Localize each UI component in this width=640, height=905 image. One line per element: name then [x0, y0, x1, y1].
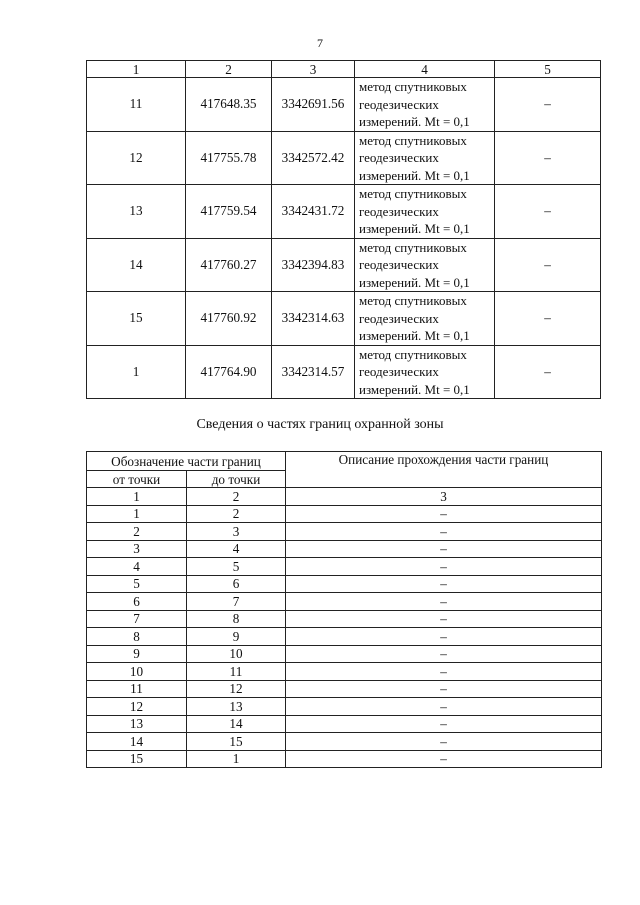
method-line: геодезических — [359, 257, 439, 272]
description-cell: – — [286, 663, 602, 681]
page-number: 7 — [317, 36, 323, 50]
from-point-cell: 9 — [87, 645, 187, 663]
to-point-cell: 5 — [187, 558, 286, 576]
boundary-parts-table — [86, 451, 602, 768]
section-title: Сведения о частях границ охранной зоны — [196, 417, 444, 432]
note-cell: – — [495, 78, 601, 132]
coordinates-header-row — [87, 61, 601, 78]
to-point-cell: 13 — [187, 698, 286, 716]
table-row — [87, 558, 602, 576]
point-number-cell: 15 — [87, 292, 186, 346]
to-point-cell: 3 — [187, 523, 286, 541]
from-point-cell: 5 — [87, 575, 187, 593]
method-cell — [355, 345, 495, 399]
column-number-4: 4 — [355, 61, 495, 78]
to-point-cell: 7 — [187, 593, 286, 611]
column-number-1: 1 — [87, 61, 186, 78]
x-coordinate-cell: 417755.78 — [186, 131, 272, 185]
method-line: измерений. Mt = 0,1 — [359, 328, 470, 343]
y-coordinate-cell: 3342314.63 — [272, 292, 355, 346]
column-number-1: 1 — [87, 488, 187, 506]
method-line: метод спутниковых — [359, 293, 467, 308]
table-row — [87, 292, 601, 346]
to-point-cell: 6 — [187, 575, 286, 593]
method-line: метод спутниковых — [359, 346, 467, 362]
table-row — [87, 680, 602, 698]
method-line: геодезических — [359, 364, 439, 379]
column-number-2: 2 — [187, 488, 286, 506]
header-boundary-description: Описание прохождения части границ — [286, 452, 602, 488]
from-point-cell: 1 — [87, 505, 187, 523]
table-row — [87, 345, 601, 399]
table-row — [87, 628, 602, 646]
parts-header-row — [87, 452, 602, 471]
description-cell: – — [286, 628, 602, 646]
table-row — [87, 645, 602, 663]
x-coordinate-cell: 417760.92 — [186, 292, 272, 346]
description-cell: – — [286, 733, 602, 751]
parts-column-numbers-row — [87, 488, 602, 506]
to-point-cell: 4 — [187, 540, 286, 558]
from-point-cell: 3 — [87, 540, 187, 558]
header-from-point: от точки — [87, 471, 187, 488]
y-coordinate-cell: 3342431.72 — [272, 185, 355, 239]
table-row — [87, 698, 602, 716]
x-coordinate-cell: 417764.90 — [186, 345, 272, 399]
point-number-cell: 1 — [87, 345, 186, 399]
column-number-3: 3 — [286, 488, 602, 506]
description-cell: – — [286, 750, 602, 768]
method-line: измерений. Mt = 0,1 — [359, 221, 470, 236]
method-line: геодезических — [359, 310, 439, 326]
to-point-cell: 9 — [187, 628, 286, 646]
description-cell: – — [286, 715, 602, 733]
from-point-cell: 6 — [87, 593, 187, 611]
method-cell — [355, 185, 495, 239]
to-point-cell: 10 — [187, 645, 286, 663]
description-cell: – — [286, 523, 602, 541]
to-point-cell: 11 — [187, 663, 286, 681]
to-point-cell: 2 — [187, 505, 286, 523]
method-line: геодезических — [359, 150, 439, 165]
table-row — [87, 663, 602, 681]
table-row — [87, 610, 602, 628]
point-number-cell: 14 — [87, 238, 186, 292]
from-point-cell: 2 — [87, 523, 187, 541]
table-row — [87, 505, 602, 523]
description-cell: – — [286, 505, 602, 523]
to-point-cell: 8 — [187, 610, 286, 628]
description-cell: – — [286, 610, 602, 628]
table-row — [87, 540, 602, 558]
x-coordinate-cell: 417759.54 — [186, 185, 272, 239]
description-cell: – — [286, 593, 602, 611]
column-number-5: 5 — [495, 61, 601, 78]
from-point-cell: 8 — [87, 628, 187, 646]
from-point-cell: 13 — [87, 715, 187, 733]
x-coordinate-cell: 417760.27 — [186, 238, 272, 292]
to-point-cell: 12 — [187, 680, 286, 698]
y-coordinate-cell: 3342691.56 — [272, 78, 355, 132]
description-cell: – — [286, 575, 602, 593]
table-row — [87, 523, 602, 541]
table-row — [87, 78, 601, 132]
note-cell: – — [495, 345, 601, 399]
method-line: метод спутниковых — [359, 132, 467, 148]
table-row — [87, 750, 602, 768]
method-line: метод спутниковых — [359, 239, 467, 255]
method-cell — [355, 78, 495, 132]
method-cell — [355, 292, 495, 346]
method-line: геодезических — [359, 203, 439, 219]
point-number-cell: 13 — [87, 185, 186, 239]
note-cell: – — [495, 292, 601, 346]
description-cell: – — [286, 558, 602, 576]
method-line: измерений. Mt = 0,1 — [359, 381, 470, 397]
table-row — [87, 131, 601, 185]
point-number-cell: 12 — [87, 131, 186, 185]
y-coordinate-cell: 3342314.57 — [272, 345, 355, 399]
table-row — [87, 733, 602, 751]
method-cell — [355, 131, 495, 185]
note-cell: – — [495, 185, 601, 239]
column-number-3: 3 — [272, 61, 355, 78]
description-cell: – — [286, 680, 602, 698]
y-coordinate-cell: 3342394.83 — [272, 238, 355, 292]
from-point-cell: 14 — [87, 733, 187, 751]
description-cell: – — [286, 540, 602, 558]
method-line: метод спутниковых — [359, 186, 467, 201]
table-row — [87, 238, 601, 292]
from-point-cell: 12 — [87, 698, 187, 716]
method-line: геодезических — [359, 96, 439, 112]
to-point-cell: 14 — [187, 715, 286, 733]
method-line: метод спутниковых — [359, 79, 467, 94]
to-point-cell: 1 — [187, 750, 286, 768]
method-cell — [355, 238, 495, 292]
table-row — [87, 593, 602, 611]
table-row — [87, 185, 601, 239]
header-to-point: до точки — [187, 471, 286, 488]
description-cell: – — [286, 645, 602, 663]
point-number-cell: 11 — [87, 78, 186, 132]
note-cell: – — [495, 131, 601, 185]
from-point-cell: 15 — [87, 750, 187, 768]
y-coordinate-cell: 3342572.42 — [272, 131, 355, 185]
note-cell: – — [495, 238, 601, 292]
method-line: измерений. Mt = 0,1 — [359, 274, 470, 290]
method-line: измерений. Mt = 0,1 — [359, 167, 470, 183]
x-coordinate-cell: 417648.35 — [186, 78, 272, 132]
column-number-2: 2 — [186, 61, 272, 78]
method-line: измерений. Mt = 0,1 — [359, 114, 470, 129]
table-row — [87, 575, 602, 593]
coordinates-table — [86, 60, 601, 399]
header-boundary-designation: Обозначение части границ — [87, 452, 286, 471]
from-point-cell: 7 — [87, 610, 187, 628]
description-cell: – — [286, 698, 602, 716]
from-point-cell: 11 — [87, 680, 187, 698]
from-point-cell: 4 — [87, 558, 187, 576]
table-row — [87, 715, 602, 733]
from-point-cell: 10 — [87, 663, 187, 681]
to-point-cell: 15 — [187, 733, 286, 751]
